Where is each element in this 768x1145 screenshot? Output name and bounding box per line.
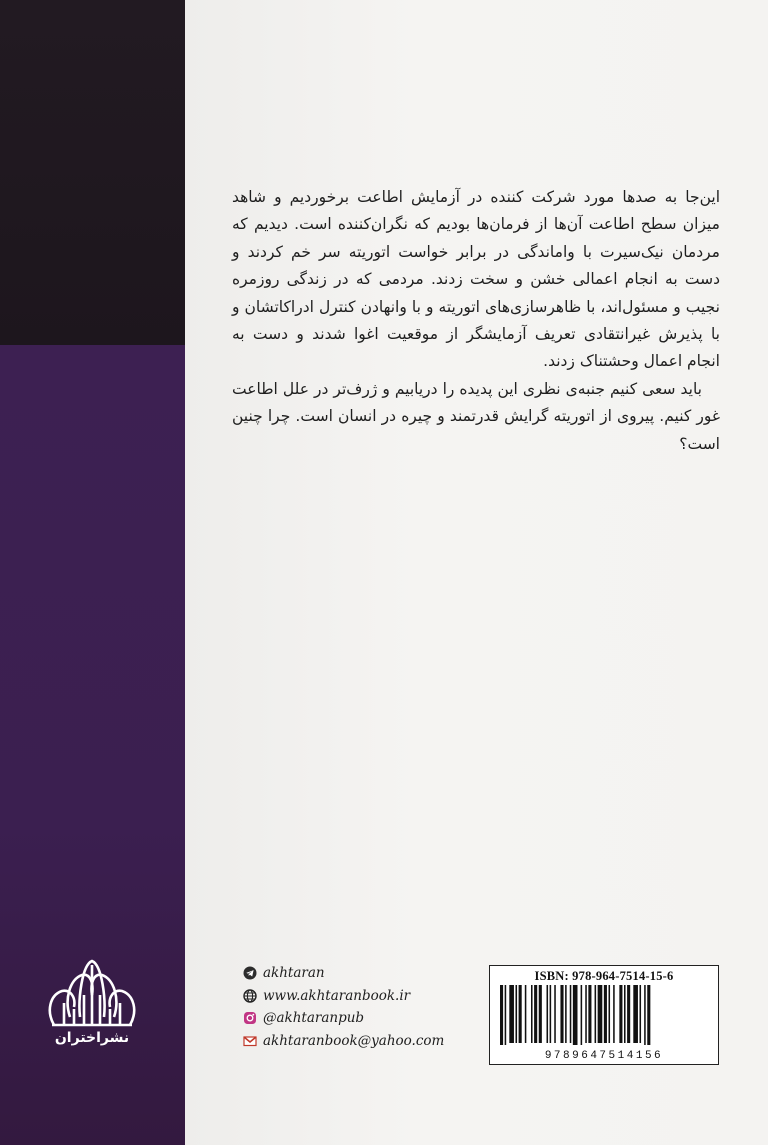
barcode-bar [516,985,518,1043]
barcode-bar [604,985,607,1043]
barcode-bar [598,985,603,1043]
barcode-bar [560,985,563,1043]
contact-list [243,962,473,1052]
barcode-bar [595,985,597,1043]
barcode-digits: 9789647514156 [544,1050,664,1062]
contact-instagram[interactable] [243,1007,473,1030]
barcode-bar [588,985,591,1043]
instagram-icon [243,1011,257,1025]
barcode-bar [613,985,615,1043]
isbn-barcode-box [489,965,719,1065]
contact-telegram[interactable] [243,962,473,985]
barcode-bar [554,985,556,1043]
back-cover-blurb [232,184,720,458]
blurb-paragraph-1: این‌جا به صدها مورد شرکت کننده در آزمایش اطاعت برخوردیم و شاهد میزان سطح اطاعت آن‌ها از فرمان‌ها بودیم که نگران‌کننده است. دیدیم که مردمان نیک‌سیرت با واماندگی در برابر خواست اتوریته سر خم کردند و دست به انجام اعمالی خشن و سخت زدند. مردمی که در زندگی روزمره نجیب و مسئول‌اند، با ظاهرسازی‌های اتوریته و با وانهادن کنترل ادراکاتشان و با پذیرش غیرانتقادی تعریف آزمایشگر از موقعیت اغوا شدند و دست به انجام اعمال وحشتناک زدند. [232,188,720,371]
barcode-bar [644,985,646,1045]
barcode-bar [550,985,552,1043]
barcode-bar [581,985,583,1045]
barcode-bar [534,985,537,1043]
barcode-bar [547,985,549,1043]
barcode-bar [509,985,514,1043]
email-address: akhtaranbook@yahoo.com [263,1032,445,1049]
barcode-bar [570,985,572,1043]
barcode-bar [565,985,567,1043]
globe-icon [243,989,257,1003]
telegram-handle: akhtaran [263,965,325,982]
barcode-bar [647,985,650,1045]
barcode-bar [500,985,503,1045]
barcode-bar [505,985,507,1045]
contact-email[interactable] [243,1030,473,1053]
barcode-bar [519,985,522,1043]
barcode-bar [624,985,626,1043]
barcode-bar [609,985,611,1043]
telegram-icon [243,966,257,980]
instagram-handle: @akhtaranpub [263,1010,365,1027]
contact-website[interactable] [243,985,473,1008]
publisher-name: نشراختران [54,1030,130,1046]
barcode-bar [633,985,638,1043]
spine-dark-band [0,0,185,345]
website-url: www.akhtaranbook.ir [263,987,411,1004]
barcode-bar [619,985,622,1043]
mail-icon [243,1034,257,1048]
barcode-bar [585,985,587,1043]
barcode-bar [531,985,533,1043]
blurb-paragraph-2: باید سعی کنیم جنبه‌ی نظری این پدیده را دریابیم و ژرف‌تر در علل اطاعت غور کنیم. پیروی از اتوریته گرایش قدرتمند و چیره در انسان است. چرا چنین است؟ [232,379,720,453]
shell-fan-logo-icon [40,955,144,1065]
barcode [498,985,710,1045]
barcode-bar [573,985,578,1045]
barcode-bar [539,985,542,1043]
barcode-bar [525,985,527,1043]
barcode-bar [627,985,630,1043]
isbn-label: ISBN: 978-964-7514-15-6 [534,969,674,983]
barcode-bar [640,985,642,1043]
